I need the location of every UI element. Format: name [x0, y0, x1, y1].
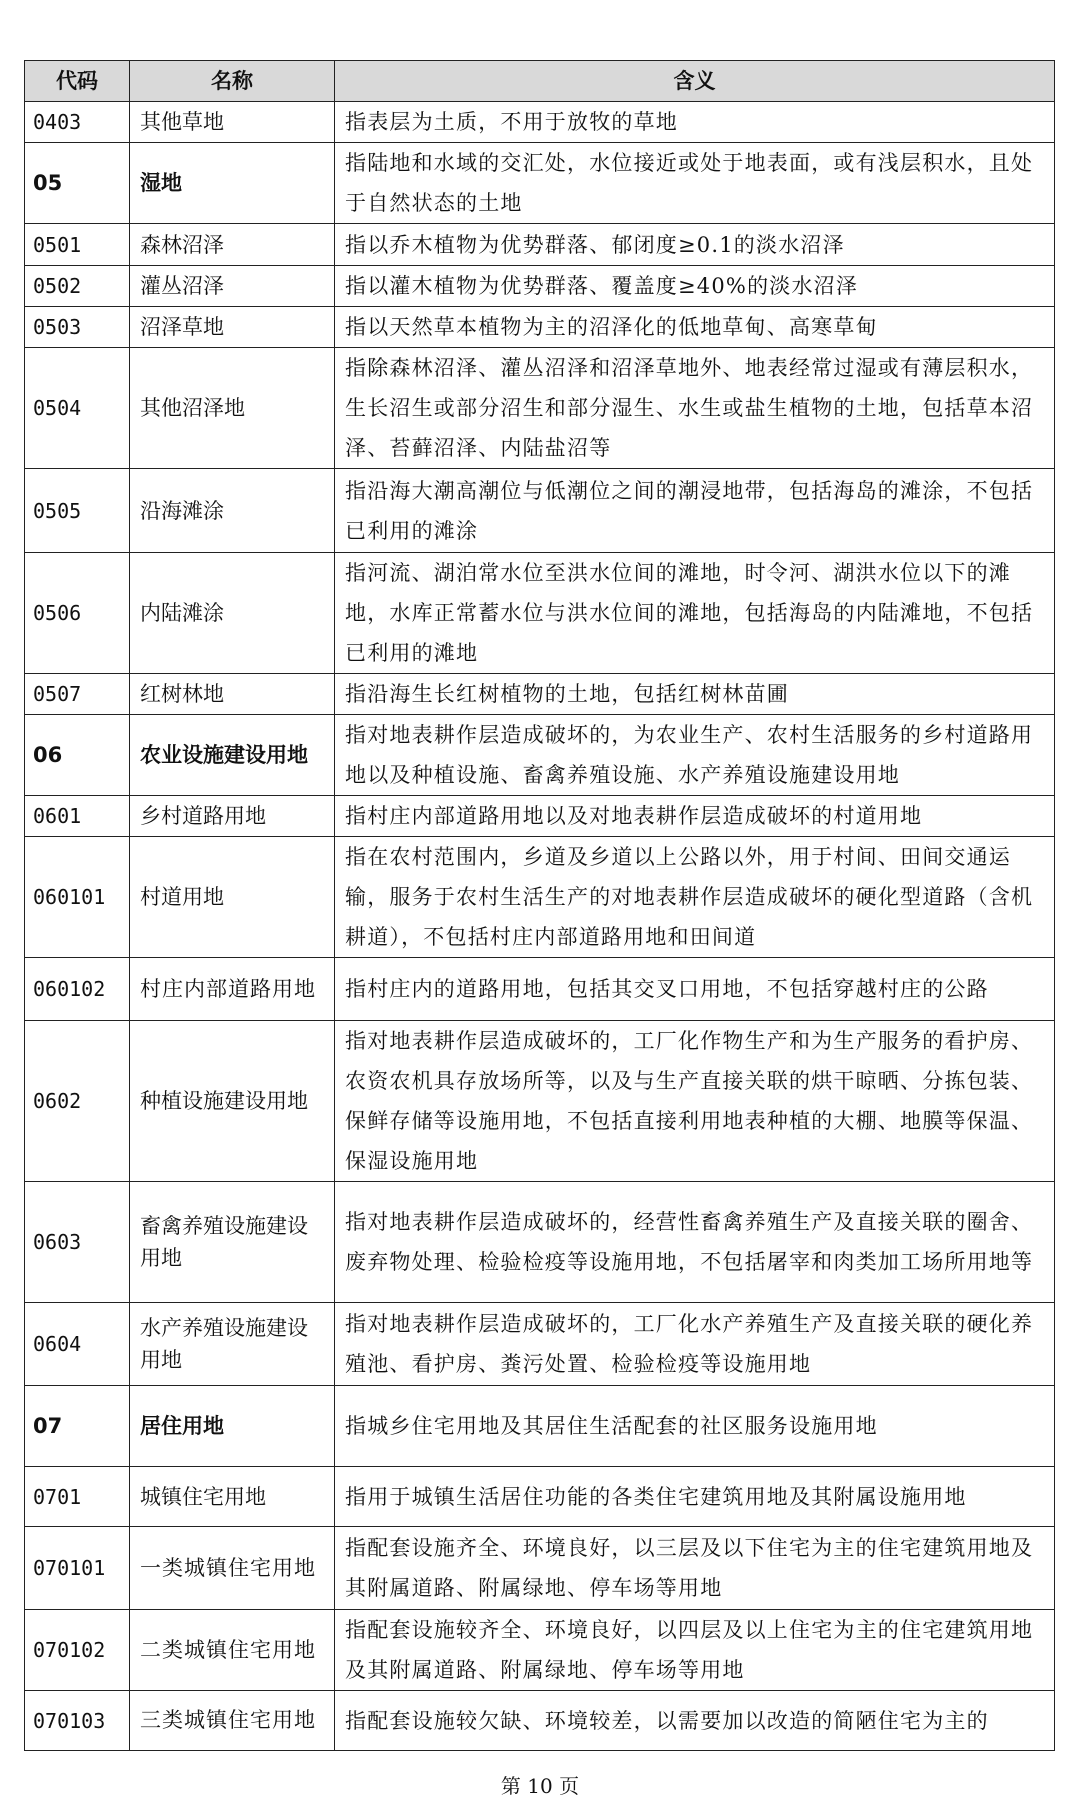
table-row [25, 1610, 1055, 1691]
row-name: 一类城镇住宅用地 [130, 1527, 335, 1610]
row-meaning: 指城乡住宅用地及其居住生活配套的社区服务设施用地 [335, 1386, 1055, 1467]
row-code: 0504 [25, 348, 130, 469]
row-meaning: 指配套设施齐全、环境良好，以三层及以下住宅为主的住宅建筑用地及其附属道路、附属绿地、停车场等用地 [335, 1527, 1055, 1610]
header-name: 名称 [130, 61, 335, 102]
row-name: 内陆滩涂 [130, 553, 335, 674]
row-meaning: 指表层为土质，不用于放牧的草地 [335, 102, 1055, 143]
row-code: 0601 [25, 796, 130, 837]
row-code: 0403 [25, 102, 130, 143]
table-row [25, 1527, 1055, 1610]
table-row [25, 1303, 1055, 1386]
row-name: 水产养殖设施建设用地 [130, 1303, 335, 1386]
row-code: 060102 [25, 958, 130, 1021]
row-name: 畜禽养殖设施建设用地 [130, 1182, 335, 1303]
table-row [25, 469, 1055, 553]
row-meaning: 指河流、湖泊常水位至洪水位间的滩地，时令河、湖洪水位以下的滩地，水库正常蓄水位与洪水位间的滩地，包括海岛的内陆滩地，不包括已利用的滩地 [335, 553, 1055, 674]
row-meaning: 指配套设施较齐全、环境良好，以四层及以上住宅为主的住宅建筑用地及其附属道路、附属绿地、停车场等用地 [335, 1610, 1055, 1691]
table-row [25, 266, 1055, 307]
table-row [25, 224, 1055, 266]
table-row [25, 715, 1055, 796]
row-code: 070101 [25, 1527, 130, 1610]
row-code: 07 [25, 1386, 130, 1467]
row-meaning: 指除森林沼泽、灌丛沼泽和沼泽草地外、地表经常过湿或有薄层积水，生长沼生或部分沼生和部分湿生、水生或盐生植物的土地，包括草本沼泽、苔藓沼泽、内陆盐沼等 [335, 348, 1055, 469]
table-row [25, 102, 1055, 143]
table-row [25, 307, 1055, 348]
row-meaning: 指对地表耕作层造成破坏的，工厂化作物生产和为生产服务的看护房、农资农机具存放场所等，以及与生产直接关联的烘干晾晒、分拣包装、保鲜存储等设施用地，不包括直接利用地表种植的大棚、地膜等保温、保湿设施用地 [335, 1021, 1055, 1182]
table-row [25, 674, 1055, 715]
row-meaning: 指沿海生长红树植物的土地，包括红树林苗圃 [335, 674, 1055, 715]
land-use-classification-table [24, 60, 1055, 1751]
row-code: 070103 [25, 1691, 130, 1751]
table-row [25, 348, 1055, 469]
row-meaning: 指对地表耕作层造成破坏的，经营性畜禽养殖生产及直接关联的圈舍、废弃物处理、检验检疫等设施用地，不包括屠宰和肉类加工场所用地等 [335, 1182, 1055, 1303]
row-code: 0505 [25, 469, 130, 553]
row-name: 三类城镇住宅用地 [130, 1691, 335, 1751]
row-name: 其他草地 [130, 102, 335, 143]
row-meaning: 指以天然草本植物为主的沼泽化的低地草甸、高寒草甸 [335, 307, 1055, 348]
row-code: 0604 [25, 1303, 130, 1386]
table-row [25, 1182, 1055, 1303]
row-meaning: 指村庄内部道路用地以及对地表耕作层造成破坏的村道用地 [335, 796, 1055, 837]
row-meaning: 指以灌木植物为优势群落、覆盖度≥40%的淡水沼泽 [335, 266, 1055, 307]
table-row [25, 143, 1055, 224]
row-name: 种植设施建设用地 [130, 1021, 335, 1182]
row-code: 0602 [25, 1021, 130, 1182]
row-name: 二类城镇住宅用地 [130, 1610, 335, 1691]
row-meaning: 指对地表耕作层造成破坏的，为农业生产、农村生活服务的乡村道路用地以及种植设施、畜禽养殖设施、水产养殖设施建设用地 [335, 715, 1055, 796]
row-name: 沿海滩涂 [130, 469, 335, 553]
table-row [25, 837, 1055, 958]
row-code: 05 [25, 143, 130, 224]
row-name: 农业设施建设用地 [130, 715, 335, 796]
row-name: 沼泽草地 [130, 307, 335, 348]
row-name: 灌丛沼泽 [130, 266, 335, 307]
row-meaning: 指以乔木植物为优势群落、郁闭度≥0.1的淡水沼泽 [335, 224, 1055, 266]
table-row [25, 1691, 1055, 1751]
table-row [25, 1467, 1055, 1527]
row-name: 村庄内部道路用地 [130, 958, 335, 1021]
table-row [25, 1386, 1055, 1467]
row-code: 06 [25, 715, 130, 796]
row-meaning: 指沿海大潮高潮位与低潮位之间的潮浸地带，包括海岛的滩涂，不包括已利用的滩涂 [335, 469, 1055, 553]
row-meaning: 指配套设施较欠缺、环境较差，以需要加以改造的简陋住宅为主的 [335, 1691, 1055, 1751]
row-name: 城镇住宅用地 [130, 1467, 335, 1527]
table-row [25, 553, 1055, 674]
row-name: 湿地 [130, 143, 335, 224]
table-header-row [25, 61, 1055, 102]
table-row [25, 958, 1055, 1021]
row-name: 村道用地 [130, 837, 335, 958]
page-number: 第 10 页 [500, 1774, 580, 1798]
row-meaning: 指陆地和水域的交汇处，水位接近或处于地表面，或有浅层积水，且处于自然状态的土地 [335, 143, 1055, 224]
row-code: 0507 [25, 674, 130, 715]
row-meaning: 指用于城镇生活居住功能的各类住宅建筑用地及其附属设施用地 [335, 1467, 1055, 1527]
table-row [25, 1021, 1055, 1182]
row-code: 0501 [25, 224, 130, 266]
row-name: 森林沼泽 [130, 224, 335, 266]
row-code: 0503 [25, 307, 130, 348]
row-name: 红树林地 [130, 674, 335, 715]
header-meaning: 含义 [335, 61, 1055, 102]
row-code: 0701 [25, 1467, 130, 1527]
header-code: 代码 [25, 61, 130, 102]
row-code: 0506 [25, 553, 130, 674]
row-meaning: 指对地表耕作层造成破坏的，工厂化水产养殖生产及直接关联的硬化养殖池、看护房、粪污处置、检验检疫等设施用地 [335, 1303, 1055, 1386]
row-code: 070102 [25, 1610, 130, 1691]
row-meaning: 指村庄内的道路用地，包括其交叉口用地，不包括穿越村庄的公路 [335, 958, 1055, 1021]
row-name: 其他沼泽地 [130, 348, 335, 469]
table-row [25, 796, 1055, 837]
row-code: 0502 [25, 266, 130, 307]
row-code: 0603 [25, 1182, 130, 1303]
row-meaning: 指在农村范围内，乡道及乡道以上公路以外，用于村间、田间交通运输，服务于农村生活生产的对地表耕作层造成破坏的硬化型道路（含机耕道），不包括村庄内部道路用地和田间道 [335, 837, 1055, 958]
row-code: 060101 [25, 837, 130, 958]
row-name: 居住用地 [130, 1386, 335, 1467]
row-name: 乡村道路用地 [130, 796, 335, 837]
